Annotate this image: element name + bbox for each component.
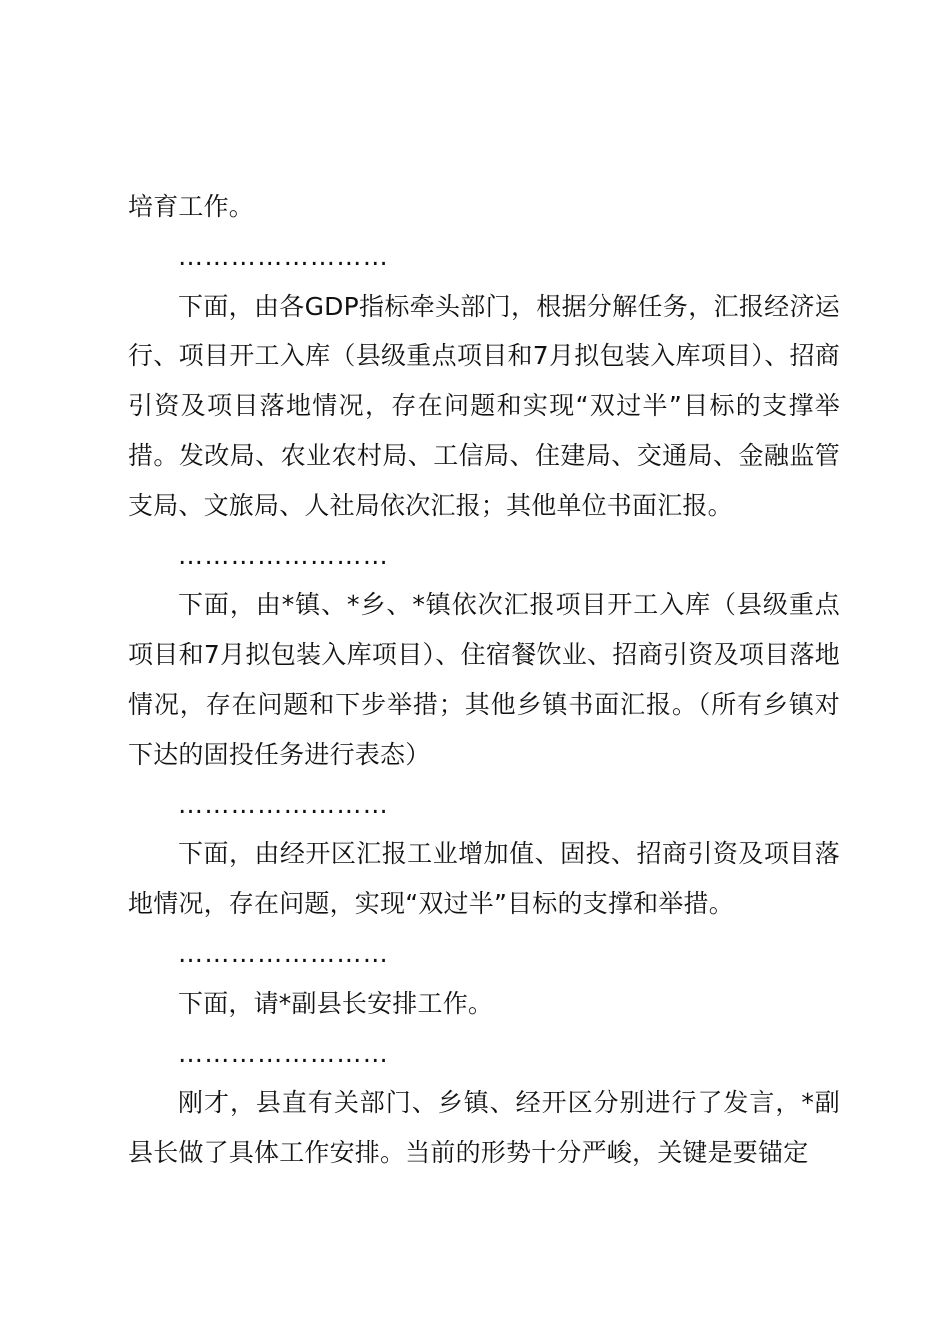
ellipsis-separator: …………………… xyxy=(178,241,390,271)
paragraph-development-zone-report: 下面，由经开区汇报工业增加值、固投、招商引资及项目落地情况，存在问题，实现“双过半”目标的支撑和举措。 xyxy=(128,839,840,919)
paragraph-vice-county-head: 下面，请*副县长安排工作。 xyxy=(178,988,494,1018)
document-body xyxy=(128,182,840,1178)
ellipsis-separator: …………………… xyxy=(178,1038,390,1068)
paragraph-townships-report: 下面，由*镇、*乡、*镇依次汇报项目开工入库（县级重点项目和7月拟包装入库项目）、住宿餐饮业、招商引资及项目落地情况，存在问题和下步举措；其他乡镇书面汇报。（所有乡镇对下达的固投任务进行表态） xyxy=(128,590,840,769)
ellipsis-separator: …………………… xyxy=(178,789,390,819)
ellipsis-separator: …………………… xyxy=(178,540,390,570)
paragraph-gdp-departments-report: 下面，由各GDP指标牵头部门，根据分解任务，汇报经济运行、项目开工入库（县级重点项目和7月拟包装入库项目）、招商引资及项目落地情况，存在问题和实现“双过半”目标的支撑举措。发改局、农业农村局、工信局、住建局、交通局、金融监管支局、文旅局、人社局依次汇报；其他单位书面汇报。 xyxy=(128,291,840,520)
paragraph-summary: 刚才，县直有关部门、乡镇、经开区分别进行了发言，*副县长做了具体工作安排。当前的形势十分严峻，关键是要锚定 xyxy=(128,1088,840,1168)
paragraph-continuation: 培育工作。 xyxy=(128,192,255,221)
ellipsis-separator: …………………… xyxy=(178,938,390,968)
